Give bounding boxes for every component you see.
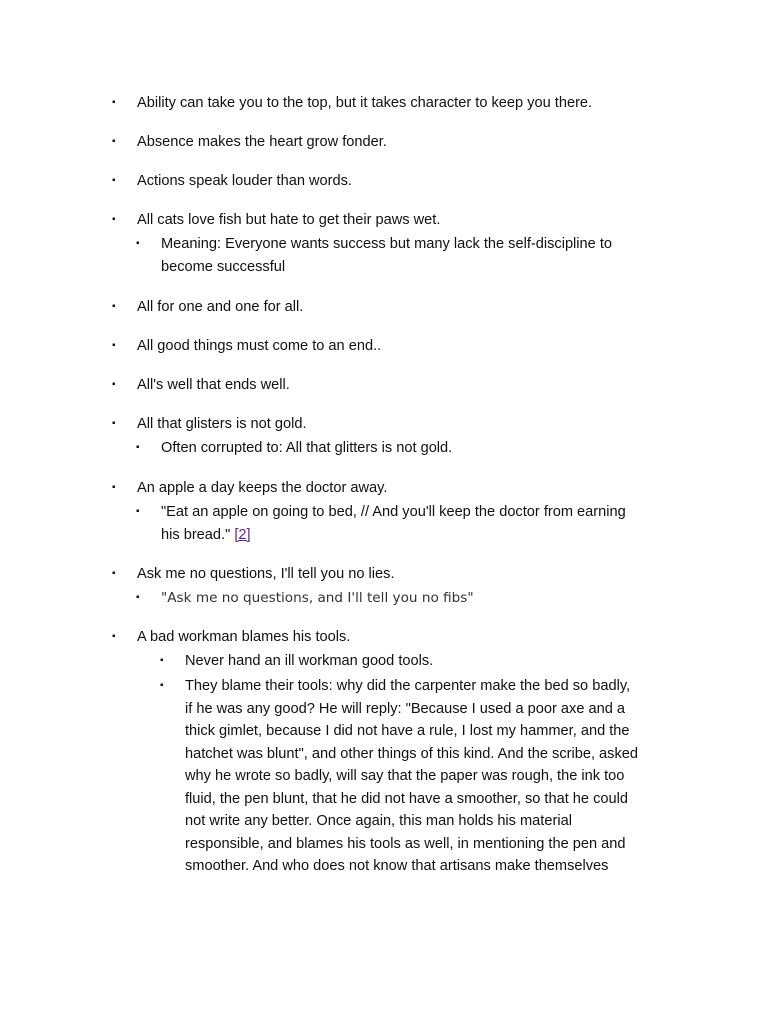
list-item-text: Ask me no questions, I'll tell you no lies. bbox=[137, 566, 395, 582]
bullet-icon: ▪ bbox=[112, 214, 116, 225]
text-line: not write any better. Once again, this man holds his material bbox=[185, 813, 572, 829]
text-fragment: his bread." bbox=[161, 526, 235, 543]
bullet-icon: ▪ bbox=[112, 379, 116, 390]
text-line: responsible, and blames his tools as well, in mentioning the pen and bbox=[185, 835, 626, 852]
bullet-icon: ▪ bbox=[160, 655, 164, 666]
list-item-text: All good things must come to an end.. bbox=[137, 338, 382, 354]
bullet-icon: ▪ bbox=[136, 592, 140, 603]
bullet-icon: ▪ bbox=[112, 136, 116, 147]
text-line: why he wrote so badly, will say that the paper was rough, the ink too bbox=[185, 768, 625, 784]
text-line: hatchet was blunt", and other things of this kind. And the scribe, asked bbox=[185, 745, 638, 762]
text-line: They blame their tools: why did the carpenter make the bed so badly, bbox=[185, 678, 631, 694]
text-line: Never hand an ill workman good tools. bbox=[185, 653, 434, 669]
text-line: Meaning: Everyone wants success but many lack the self-discipline to bbox=[161, 236, 613, 252]
list-item-text: All cats love fish but hate to get their paws wet. bbox=[137, 212, 441, 228]
list-item-text: An apple a day keeps the doctor away. bbox=[137, 480, 388, 496]
list-item-text: Ability can take you to the top, but it takes character to keep you there. bbox=[137, 95, 593, 111]
bullet-icon: ▪ bbox=[112, 568, 116, 579]
text-line: smoother. And who does not know that artisans make themselves bbox=[185, 858, 609, 874]
bullet-icon: ▪ bbox=[112, 418, 116, 429]
sub-list-item-text bbox=[161, 437, 691, 460]
text-line: Often corrupted to: All that glitters is not gold. bbox=[161, 440, 453, 456]
bullet-icon: ▪ bbox=[112, 175, 116, 186]
text-line: "Eat an apple on going to bed, // And you'll keep the doctor from earning bbox=[161, 504, 626, 520]
text-line: "Ask me no questions, and I'll tell you no fibs" bbox=[161, 590, 474, 606]
bullet-icon: ▪ bbox=[136, 506, 140, 517]
sub-list-item-text bbox=[185, 650, 715, 673]
list-item-text: All that glisters is not gold. bbox=[137, 416, 307, 432]
bullet-icon: ▪ bbox=[160, 680, 164, 691]
footnote-link[interactable]: [2] bbox=[234, 526, 251, 543]
bullet-icon: ▪ bbox=[136, 238, 140, 249]
sub-list-item-text bbox=[161, 233, 691, 278]
list-item-text: Actions speak louder than words. bbox=[137, 173, 352, 189]
list-item-text: All for one and one for all. bbox=[137, 299, 304, 315]
list-item-text: Absence makes the heart grow fonder. bbox=[137, 134, 387, 150]
list-item-text: All's well that ends well. bbox=[137, 377, 290, 393]
bullet-icon: ▪ bbox=[112, 482, 116, 493]
sub-list-item-text bbox=[161, 501, 691, 546]
text-line: thick gimlet, because I did not have a rule, I lost my hammer, and the bbox=[185, 723, 630, 739]
text-line: fluid, the pen blunt, that he did not have a smoother, so that he could bbox=[185, 790, 628, 807]
sub-list-item-text bbox=[161, 587, 691, 610]
bullet-icon: ▪ bbox=[112, 340, 116, 351]
text-line bbox=[161, 524, 691, 547]
text-line: if he was any good? He will reply: "Because I used a poor axe and a bbox=[185, 700, 626, 717]
sub-list-item-text bbox=[185, 675, 715, 878]
bullet-icon: ▪ bbox=[112, 97, 116, 108]
bullet-icon: ▪ bbox=[136, 442, 140, 453]
bullet-icon: ▪ bbox=[112, 631, 116, 642]
bullet-icon: ▪ bbox=[112, 301, 116, 312]
text-line: become successful bbox=[161, 258, 286, 275]
list-item-text: A bad workman blames his tools. bbox=[137, 629, 351, 645]
